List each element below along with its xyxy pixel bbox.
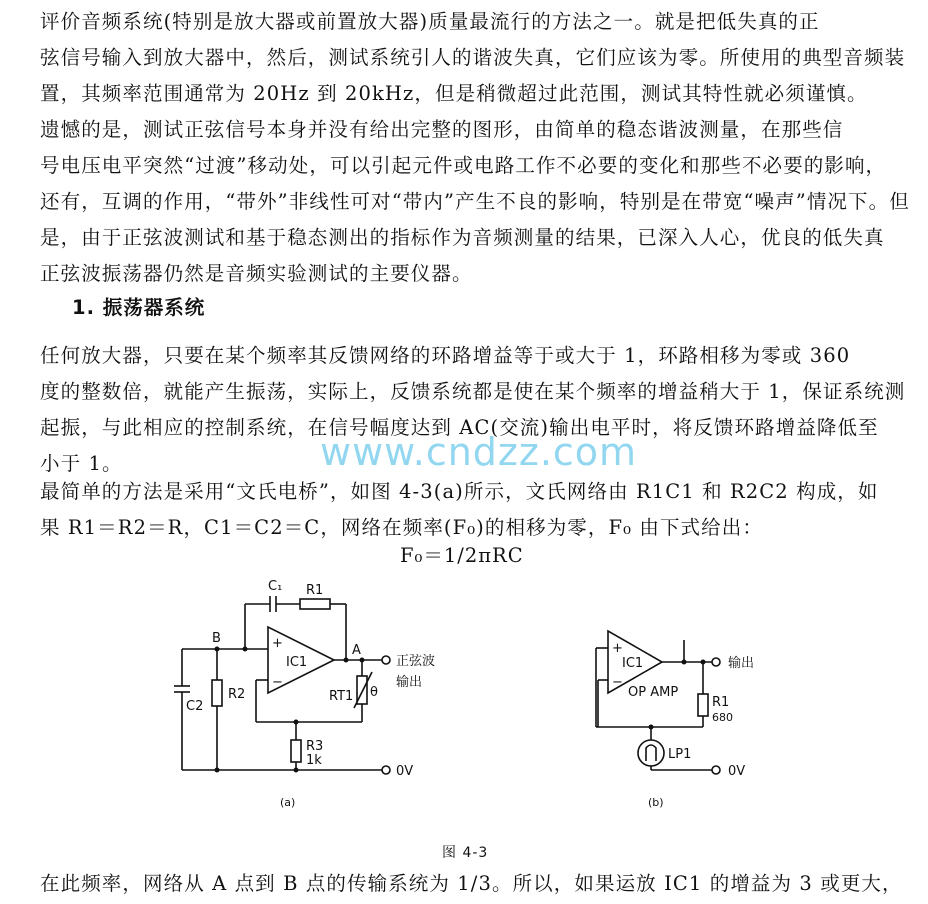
label-r1-b: R1	[712, 695, 730, 710]
label-0v-a: 0V	[396, 764, 414, 779]
label-r2: R2	[228, 687, 246, 702]
label-opamp: OP AMP	[628, 685, 679, 700]
text-line: 号电压电平突然“过渡”移动处，可以引起元件或电路工作不必要的变化和那些不必要的影响，	[40, 154, 887, 177]
label-minus: −	[272, 675, 283, 690]
watermark: www.cndzz.com	[320, 430, 638, 474]
text-line: 正弦波振荡器仍然是音频实验测试的主要仪器。	[40, 262, 473, 285]
label-sine: 正弦波	[396, 654, 436, 669]
text-line: 还有，互调的作用，“带外”非线性可对“带内”产生不良的影响，特别是在带宽“噪声”情况下。但	[40, 190, 910, 213]
label-0v-b: 0V	[728, 764, 746, 779]
label-c1: C₁	[268, 579, 283, 594]
text-line: 置，其频率范围通常为 20Hz 到 20kHz，但是稍微超过此范围，测试其特性就必须谨慎。	[40, 82, 868, 105]
label-minus-b: −	[612, 675, 623, 690]
label-b: B	[212, 631, 221, 646]
label-output-b: 输出	[728, 656, 755, 671]
resistor-r3	[291, 740, 301, 762]
resistor-r1	[300, 599, 330, 609]
paragraph-transfer	[40, 866, 910, 902]
label-lp1: LP1	[668, 747, 692, 762]
lamp-filament	[646, 745, 656, 761]
subfigure-b-label: (b)	[648, 796, 664, 809]
label-output: 输出	[396, 675, 423, 690]
label-ic1-b: IC1	[622, 656, 644, 671]
text-line: 起振，与此相应的控制系统，在信号幅度达到 AC(交流)输出电平时，将反馈环路增益降低至	[40, 416, 879, 439]
text-line: 遗憾的是，测试正弦信号本身并没有给出完整的图形，由简单的稳态谐波测量，在那些信	[40, 118, 844, 141]
label-plus-b: +	[612, 641, 623, 656]
ground-terminal-b	[712, 766, 720, 774]
text-line: 在此频率，网络从 A 点到 B 点的传输系统为 1/3。所以，如果运放 IC1 的增益为 3 或更大，	[40, 872, 903, 895]
section-heading: 1. 振荡器系统	[72, 296, 206, 319]
label-rt1: RT1	[329, 689, 354, 704]
text-line: 任何放大器，只要在某个频率其反馈网络的环路增益等于或大于 1，环路相移为零或 360	[40, 344, 851, 367]
text-line: 小于 1。	[40, 452, 123, 475]
text-line: 最简单的方法是采用“文氏电桥”，如图 4-3(a)所示，文氏网络由 R1C1 和 R2C2 构成，如	[40, 480, 879, 503]
label-r3-value: 1k	[306, 753, 322, 768]
lamp-lp1	[638, 740, 664, 766]
text-line: 果 R1＝R2＝R，C1＝C2＝C，网络在频率(F₀)的相移为零，F₀ 由下式给出：	[40, 516, 763, 539]
label-r1-value: 680	[712, 711, 733, 724]
label-theta: θ	[370, 685, 378, 700]
text-line: 度的整数倍，就能产生振荡，实际上，反馈系统都是使在某个频率的增益稍大于 1，保证系统测	[40, 380, 906, 403]
label-r1: R1	[306, 583, 324, 598]
label-a: A	[352, 643, 361, 658]
label-ic1: IC1	[286, 655, 308, 670]
figure-caption: 图 4-3	[442, 845, 489, 861]
text-line: 是，由于正弦波测试和基于稳态测出的指标作为音频测量的结果，已深入人心，优良的低失真	[40, 226, 885, 249]
text-line: 评价音频系统(特别是放大器或前置放大器)质量最流行的方法之一。就是把低失真的正	[40, 10, 820, 33]
formula: F₀＝1/2πRC	[400, 544, 524, 567]
resistor-r1-b	[698, 694, 708, 716]
label-c2: C2	[186, 699, 204, 714]
label-plus: +	[272, 636, 283, 651]
text-line: 弦信号输入到放大器中，然后，测试系统引人的谐波失真，它们应该为零。所使用的典型音频装	[40, 46, 906, 69]
label-r3: R3	[306, 739, 324, 754]
subfigure-a-label: (a)	[280, 796, 296, 809]
output-terminal-b	[712, 658, 720, 666]
ground-terminal-a	[382, 766, 390, 774]
output-terminal-a	[382, 656, 390, 664]
resistor-r2	[212, 680, 222, 706]
